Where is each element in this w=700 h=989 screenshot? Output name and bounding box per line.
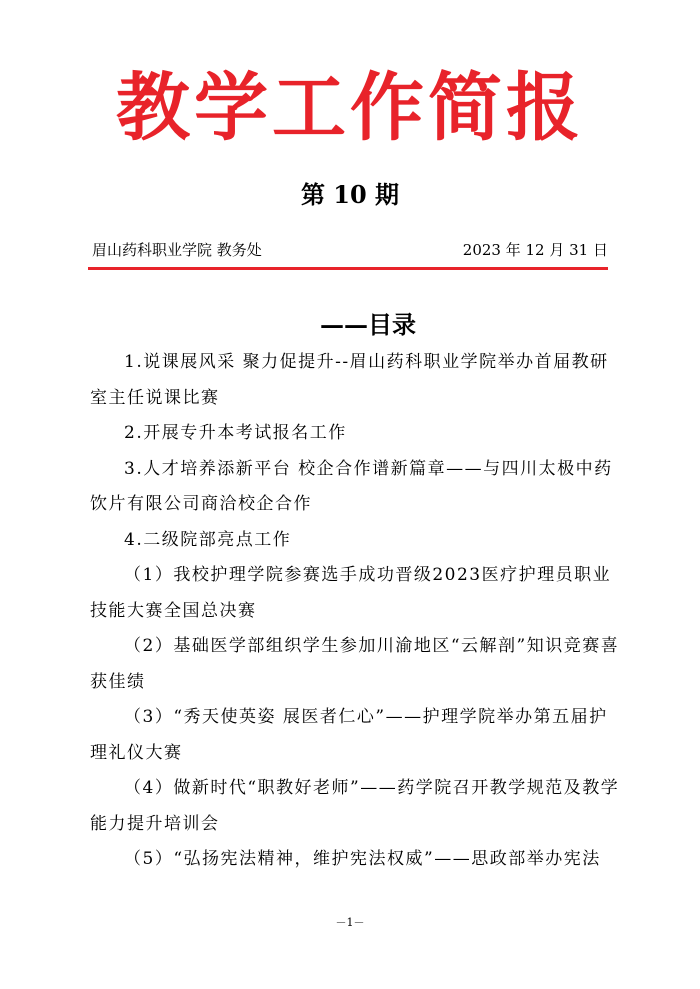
page-number: －1－: [335, 916, 365, 929]
masthead-title: 教学工作简报: [116, 65, 584, 151]
toc-item-4: 4.二级院部亮点工作: [124, 529, 292, 550]
issue-number: 第 10 期: [300, 180, 400, 209]
toc-subitem-1: （1）我校护理学院参赛选手成功晋级2023医疗护理员职业技能大赛全国总决赛: [90, 565, 612, 621]
toc-item-1: 1.说课展风采 聚力促提升--眉山药科职业学院举办首届教研室主任说课比赛: [90, 352, 609, 408]
toc-subitem-5: （5）“弘扬宪法精神，维护宪法权威”——思政部举办宪法: [124, 849, 601, 869]
toc-subitem-2: （2）基础医学部组织学生参加川渝地区“云解剖”知识竞赛喜获佳绩: [90, 636, 620, 692]
toc-item-2: 2.开展专升本考试报名工作: [124, 423, 347, 443]
organization-name: 眉山药科职业学院 教务处: [92, 241, 262, 259]
publish-date: 2023 年 12 月 31 日: [462, 241, 608, 259]
toc-item-3: 3.人才培养添新平台 校企合作谱新篇章——与四川太极中药饮片有限公司商洽校企合作: [90, 458, 613, 514]
toc-subitem-3: （3）“秀天使英姿 展医者仁心”——护理学院举办第五届护理礼仪大赛: [90, 707, 608, 763]
toc-title: ——目录: [320, 310, 416, 339]
publisher-line: [92, 238, 608, 262]
toc-subitem-4: （4）做新时代“职教好老师”——药学院召开教学规范及教学能力提升培训会: [90, 778, 620, 834]
red-divider: [88, 267, 608, 270]
table-of-contents: [90, 345, 620, 878]
